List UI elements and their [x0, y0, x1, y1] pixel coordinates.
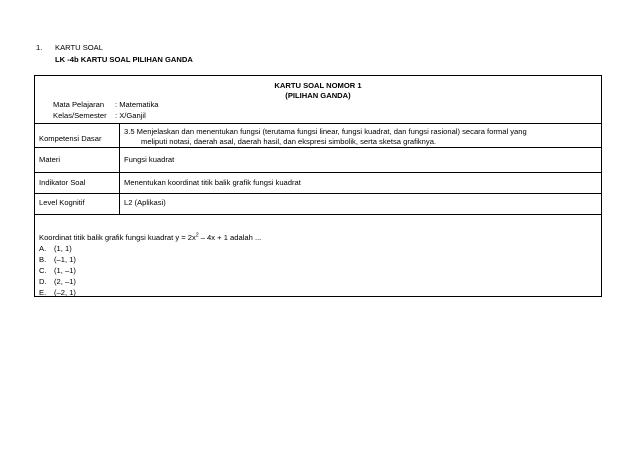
- option-letter: C.: [39, 266, 47, 275]
- option-text: (2, –1): [54, 277, 76, 286]
- divider: [35, 214, 601, 215]
- question-exponent: 2: [195, 232, 199, 239]
- kd-label: Kompetensi Dasar: [39, 134, 102, 143]
- kd-text-line1: 3.5 Menjelaskan dan menentukan fungsi (terutama fungsi linear, fungsi kuadrat, dan fungsi rasional) secara formal yang: [124, 127, 527, 136]
- option-b: [39, 255, 76, 265]
- mapel-value: : Matematika: [115, 100, 159, 109]
- materi-label: Materi: [39, 155, 61, 164]
- question-text: [39, 233, 261, 243]
- indikator-label: Indikator Soal: [39, 178, 86, 187]
- level-value: L2 (Aplikasi): [124, 198, 166, 207]
- materi-value: Fungsi kuadrat: [124, 155, 175, 164]
- option-letter: B.: [39, 255, 47, 264]
- option-c: [39, 266, 76, 276]
- option-letter: E.: [39, 288, 47, 297]
- list-number: 1.: [36, 43, 43, 52]
- question-suffix: – 4x + 1 adalah ...: [198, 233, 262, 242]
- question-prefix: Koordinat titik balik grafik fungsi kuadrat y = 2x: [39, 233, 196, 242]
- kelas-label: Kelas/Semester: [53, 111, 107, 120]
- kd-text-line2: meliputi notasi, daerah asal, daerah hasil, dan ekspresi simbolik, serta sketsa grafiknya.: [141, 137, 437, 146]
- option-e: [39, 288, 76, 298]
- option-text: (1, 1): [54, 244, 72, 253]
- card-title: KARTU SOAL NOMOR 1: [274, 81, 362, 90]
- mapel-label: Mata Pelajaran: [53, 100, 105, 109]
- section-subtitle: LK -4b KARTU SOAL PILIHAN GANDA: [55, 55, 193, 64]
- column-divider: [119, 123, 120, 214]
- option-text: (–2, 1): [54, 288, 76, 297]
- option-a: [39, 244, 72, 254]
- option-text: (1, –1): [54, 266, 76, 275]
- option-d: [39, 277, 76, 287]
- kelas-value: : X/Ganjil: [115, 111, 146, 120]
- level-label: Level Kognitif: [39, 198, 85, 207]
- question-card: [34, 75, 602, 297]
- option-letter: D.: [39, 277, 47, 286]
- indikator-value: Menentukan koordinat titik balik grafik fungsi kuadrat: [124, 178, 301, 187]
- option-letter: A.: [39, 244, 47, 253]
- section-title: KARTU SOAL: [55, 43, 103, 52]
- option-text: (–1, 1): [54, 255, 76, 264]
- card-type: (PILIHAN GANDA): [285, 91, 351, 100]
